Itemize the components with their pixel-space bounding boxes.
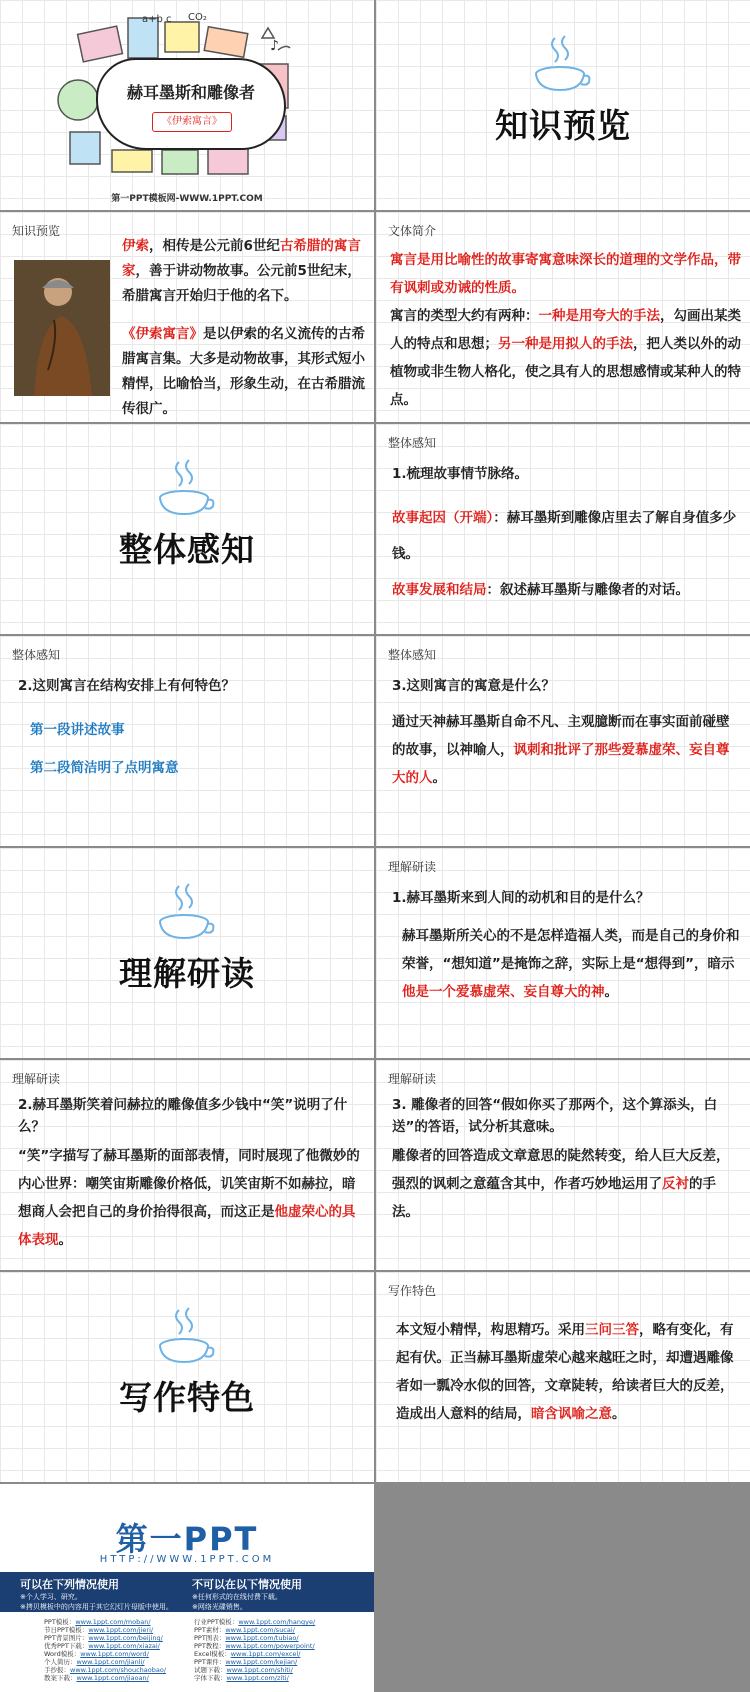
link-url[interactable]: www.1ppt.com/powerpoint/ bbox=[225, 1642, 315, 1650]
link-row bbox=[194, 1650, 315, 1658]
link-url[interactable]: www.1ppt.com/shiti/ bbox=[226, 1666, 293, 1674]
highlight-text: 讽刺和批评了那些爱慕虚荣、妄自尊大的人 bbox=[392, 742, 730, 786]
highlight-text: 他是一个爱慕虚荣、妄自尊大的神 bbox=[402, 984, 605, 1000]
tea-cup-icon bbox=[533, 34, 593, 92]
slide-section-tag: 整体感知 bbox=[388, 648, 437, 662]
link-label: 试题下载： bbox=[194, 1666, 227, 1674]
link-label: 优秀PPT下载： bbox=[44, 1642, 89, 1650]
slide-title: 知识预览 bbox=[495, 106, 631, 145]
highlight-text: 伊索 bbox=[122, 238, 149, 254]
link-row bbox=[194, 1658, 315, 1666]
link-row bbox=[194, 1618, 315, 1626]
slide-writing[interactable] bbox=[376, 1272, 750, 1482]
tea-cup-icon bbox=[157, 1306, 217, 1364]
cannot-use-heading: 不可以在以下情况使用 bbox=[192, 1578, 302, 1591]
link-row bbox=[44, 1674, 166, 1682]
slide-genre[interactable] bbox=[376, 212, 750, 422]
link-url[interactable]: www.1ppt.com/moban/ bbox=[75, 1618, 151, 1626]
brand-url: HTTP://WWW.1PPT.COM bbox=[99, 1554, 275, 1565]
cannot-use-note-2: ※网络光碟销售。 bbox=[192, 1603, 247, 1611]
brand-logo: 第一PPT bbox=[115, 1520, 259, 1558]
can-use-note-2: ※拷贝模板中的内容用于其它幻灯片母版中使用。 bbox=[20, 1603, 173, 1611]
link-row bbox=[194, 1642, 315, 1650]
body-text: ，勾画出某类人的特点和思想； bbox=[390, 308, 741, 352]
link-row bbox=[194, 1634, 315, 1642]
body-text: 通过天神赫耳墨斯自命不凡、主观臆断而在事实面前碰壁的故事，以神喻人， bbox=[392, 714, 730, 758]
link-row bbox=[44, 1618, 166, 1626]
slide-section-tag: 整体感知 bbox=[388, 436, 437, 450]
highlight-text: 古希腊的寓言家 bbox=[122, 238, 361, 279]
genre-paragraph-2 bbox=[390, 302, 742, 414]
link-row bbox=[44, 1634, 166, 1642]
highlight-text: 反衬 bbox=[662, 1176, 689, 1192]
slide-section-tag: 写作特色 bbox=[388, 1284, 437, 1298]
link-label: 节日PPT模板： bbox=[44, 1626, 89, 1634]
link-row bbox=[44, 1658, 166, 1666]
link-row bbox=[44, 1626, 166, 1634]
cover-footer: 第一PPT模板网-WWW.1PPT.COM bbox=[111, 194, 263, 204]
slide-section-tag: 理解研读 bbox=[388, 1072, 437, 1086]
slide-study-3[interactable] bbox=[376, 1060, 750, 1270]
highlight-text: 暗含讽喻之意 bbox=[531, 1406, 612, 1422]
link-row bbox=[44, 1642, 166, 1650]
cannot-use-note-1: ※任何形式的在线付费下载。 bbox=[192, 1593, 282, 1601]
writing-text bbox=[396, 1316, 742, 1428]
highlight-text: 一种是用夸大的手法 bbox=[538, 308, 660, 324]
can-use-note-1: ※个人学习、研究。 bbox=[20, 1593, 82, 1601]
body-text: 的手法。 bbox=[392, 1176, 716, 1220]
link-url[interactable]: www.1ppt.com/beijing/ bbox=[88, 1634, 163, 1642]
empty-area bbox=[376, 1484, 750, 1692]
highlight-text: 三问三答 bbox=[585, 1322, 639, 1338]
slide-section-tag: 整体感知 bbox=[12, 648, 61, 662]
link-url[interactable]: www.1ppt.com/word/ bbox=[80, 1650, 149, 1658]
link-row bbox=[194, 1626, 315, 1634]
link-row bbox=[44, 1666, 166, 1674]
knowledge-paragraph-1 bbox=[122, 234, 366, 309]
link-url[interactable]: www.1ppt.com/kejian/ bbox=[225, 1658, 298, 1666]
question-text: 3. 雕像者的回答“假如你买了那两个，这个算添头，白送”的答语，试分析其意味。 bbox=[392, 1097, 718, 1135]
slide-section-tag: 文体简介 bbox=[388, 224, 437, 238]
highlight-text: 另一种是用拟人的手法 bbox=[498, 336, 633, 352]
slide-title: 理解研读 bbox=[119, 954, 255, 993]
body-text: ，善于讲动物故事。公元前5世纪末，希腊寓言开始归于他的名下。 bbox=[122, 263, 361, 304]
body-text: ，略有变化，有起有伏。正当赫耳墨斯虚荣心越来越旺之时，却遭遇雕像者如一瓢冷水似的回答，文章陡转，给读者巨大的反差，造成出人意料的结局， bbox=[396, 1322, 734, 1422]
link-url[interactable]: www.1ppt.com/xiazai/ bbox=[88, 1642, 160, 1650]
link-url[interactable]: www.1ppt.com/sucai/ bbox=[225, 1626, 295, 1634]
body-text: 。 bbox=[612, 1406, 626, 1422]
svg-text:♪: ♪ bbox=[270, 38, 279, 54]
body-text: ，相传是公元前6世纪 bbox=[149, 238, 280, 254]
body-text: ，把人类以外的动植物或非生物人格化，使之具有人的思想感情或某种人的特点。 bbox=[390, 336, 741, 408]
link-url[interactable]: www.1ppt.com/tubiao/ bbox=[225, 1634, 299, 1642]
link-label: 个人简历： bbox=[44, 1658, 77, 1666]
link-row bbox=[44, 1650, 166, 1658]
link-label: PPT教程： bbox=[194, 1642, 226, 1650]
body-text: 。 bbox=[432, 770, 446, 786]
question-text: 3.这则寓言的寓意是什么？ bbox=[392, 678, 556, 694]
right-link-list bbox=[194, 1618, 315, 1682]
link-label: Word模板： bbox=[44, 1650, 81, 1658]
body-text: 是以伊索的名义流传的古希腊寓言集。大多是动物故事，其形式短小精悍，比喻恰当，形象生动，在古希腊流传很广。 bbox=[122, 326, 365, 417]
link-row bbox=[194, 1666, 315, 1674]
knowledge-paragraph-2 bbox=[122, 322, 366, 422]
slide-writing-title[interactable] bbox=[0, 1272, 374, 1482]
highlight-text: 《伊索寓言》 bbox=[122, 326, 203, 342]
link-url[interactable]: www.1ppt.com/excel/ bbox=[230, 1650, 301, 1658]
tea-cup-icon bbox=[157, 882, 217, 940]
slide-end[interactable] bbox=[0, 1484, 374, 1692]
link-url[interactable]: www.1ppt.com/jieri/ bbox=[88, 1626, 154, 1634]
body-text: “笑”字描写了赫耳墨斯的面部表情，同时展现了他微妙的内心世界：嘲笑宙斯雕像价格低，讥笑宙斯不如赫拉，暗想商人会把自己的身价抬得很高，而这正是 bbox=[18, 1148, 360, 1220]
slide-study-1[interactable] bbox=[376, 848, 750, 1058]
body-text: 赫耳墨斯所关心的不是怎样造福人类，而是自己的身价和荣誉，“想知道”是掩饰之辞，实际上是“想得到”，暗示 bbox=[402, 928, 740, 972]
slide-overall-2[interactable] bbox=[0, 636, 374, 846]
aesop-portrait-image bbox=[14, 260, 110, 396]
tea-cup-icon bbox=[157, 458, 217, 516]
link-label: Excel模板： bbox=[194, 1650, 231, 1658]
link-label: PPT图表： bbox=[194, 1634, 226, 1642]
svg-text:CO₂: CO₂ bbox=[188, 12, 207, 23]
link-row bbox=[194, 1674, 315, 1682]
link-url[interactable]: www.1ppt.com/ziti/ bbox=[226, 1674, 289, 1682]
answer-line-2: 第二段简洁明了点明寓意 bbox=[30, 760, 179, 776]
slide-study-2[interactable] bbox=[0, 1060, 374, 1270]
link-label: PPT素材： bbox=[194, 1626, 226, 1634]
answer-line-1: 第一段讲述故事 bbox=[30, 722, 125, 738]
body-text: ：叙述赫耳墨斯与雕像者的对话。 bbox=[486, 582, 689, 598]
plot-development-text bbox=[392, 572, 742, 608]
genre-paragraph-1 bbox=[390, 246, 742, 302]
link-label: PPT课件： bbox=[194, 1658, 226, 1666]
cover-title: 赫耳墨斯和雕像者 bbox=[126, 83, 255, 102]
slide-cover[interactable] bbox=[0, 0, 374, 210]
slide-study-title[interactable] bbox=[0, 848, 374, 1058]
body-text: 寓言的类型大约有两种： bbox=[390, 308, 539, 324]
highlight-text: 故事发展和结局 bbox=[392, 582, 487, 598]
question-text: 1.梳理故事情节脉络。 bbox=[392, 466, 529, 482]
cover-subtitle: 《伊索寓言》 bbox=[152, 112, 232, 132]
link-label: PPT模板： bbox=[44, 1618, 76, 1626]
question-text: 2.这则寓言在结构安排上有何特色？ bbox=[18, 678, 236, 694]
slide-overall-1[interactable] bbox=[376, 424, 750, 634]
can-use-heading: 可以在下列情况使用 bbox=[20, 1578, 119, 1591]
slide-section-tag: 理解研读 bbox=[388, 860, 437, 874]
answer-text bbox=[18, 1142, 366, 1254]
body-text: 雕像者的回答造成文章意思的陡然转变，给人巨大反差，强烈的讽刺之意蕴含其中，作者巧妙地运用了 bbox=[392, 1148, 730, 1192]
svg-text:a+b c: a+b c bbox=[142, 14, 172, 25]
link-label: 字体下载： bbox=[194, 1674, 227, 1682]
link-label: 手抄报： bbox=[44, 1666, 70, 1674]
body-text: 。 bbox=[58, 1232, 72, 1248]
slide-title: 整体感知 bbox=[119, 530, 255, 569]
question-text: 2.赫耳墨斯笑着问赫拉的雕像值多少钱中“笑”说明了什么？ bbox=[18, 1097, 348, 1135]
slide-section-tag: 知识预览 bbox=[12, 224, 61, 238]
link-label: 教案下载： bbox=[44, 1674, 77, 1682]
usage-band bbox=[0, 1572, 374, 1612]
link-label: 行业PPT模板： bbox=[194, 1618, 239, 1626]
answer-text bbox=[392, 1142, 742, 1226]
answer-text bbox=[402, 922, 742, 1006]
moral-text bbox=[392, 708, 742, 792]
highlight-text: 故事起因（开端） bbox=[392, 510, 494, 526]
cover-title-bubble bbox=[96, 58, 286, 150]
left-link-list bbox=[44, 1618, 166, 1682]
link-label: PPT背景图片： bbox=[44, 1634, 89, 1642]
slide-knowledge-title[interactable] bbox=[376, 0, 750, 210]
link-url[interactable]: www.1ppt.com/jianli/ bbox=[76, 1658, 145, 1666]
link-url[interactable]: www.1ppt.com/shouchaobao/ bbox=[70, 1666, 167, 1674]
highlight-text: 他虚荣心的具体表现 bbox=[18, 1204, 356, 1248]
body-text: 。 bbox=[604, 984, 618, 1000]
body-text: 本文短小精悍，构思精巧。采用 bbox=[396, 1322, 585, 1338]
body-text: ：赫耳墨斯到雕像店里去了解自身值多少钱。 bbox=[392, 510, 737, 562]
link-url[interactable]: www.1ppt.com/hangye/ bbox=[238, 1618, 316, 1626]
slide-overall-3[interactable] bbox=[376, 636, 750, 846]
highlight-text: 寓言是用比喻性的故事寄寓意味深长的道理的文学作品，带有讽刺或劝诫的性质。 bbox=[390, 252, 741, 296]
slide-title: 写作特色 bbox=[119, 1378, 255, 1417]
link-url[interactable]: www.1ppt.com/jiaoan/ bbox=[76, 1674, 149, 1682]
slide-overall-title[interactable] bbox=[0, 424, 374, 634]
plot-cause-text bbox=[392, 500, 742, 572]
question-text: 1.赫耳墨斯来到人间的动机和目的是什么？ bbox=[392, 890, 650, 906]
slide-knowledge[interactable] bbox=[0, 212, 374, 422]
slide-section-tag: 理解研读 bbox=[12, 1072, 61, 1086]
